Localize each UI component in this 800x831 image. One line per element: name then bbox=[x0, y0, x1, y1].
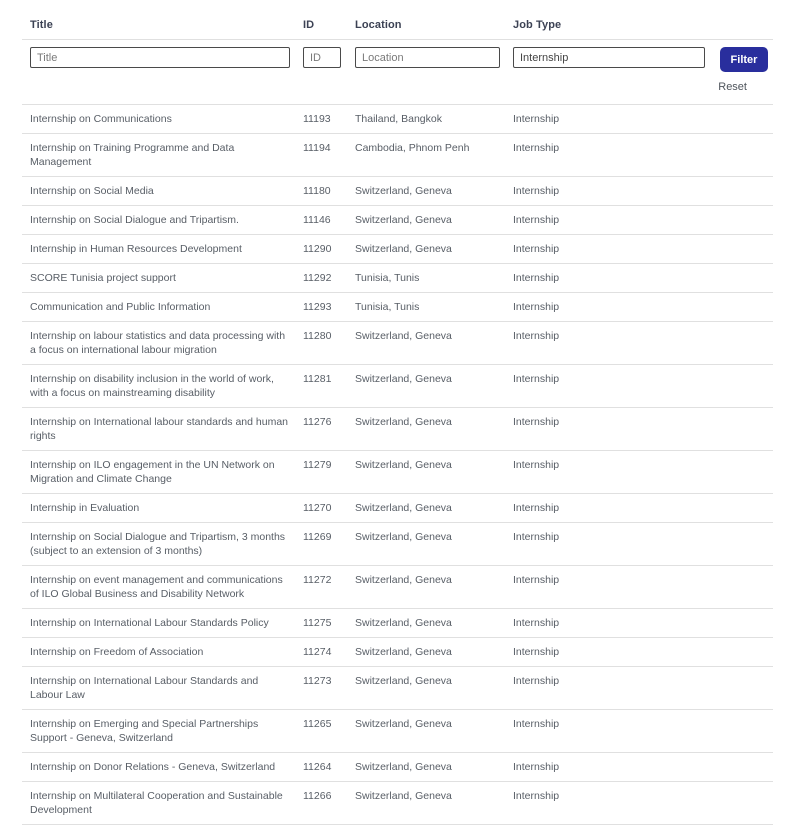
table-header-row bbox=[22, 0, 773, 40]
job-type: Internship bbox=[513, 416, 560, 428]
job-title: Internship on International labour standards and human rights bbox=[30, 416, 289, 442]
job-id: 11270 bbox=[303, 502, 332, 514]
table-row[interactable] bbox=[22, 523, 773, 566]
job-title: SCORE Tunisia project support bbox=[30, 272, 176, 284]
job-type: Internship bbox=[513, 646, 560, 658]
job-id: 11293 bbox=[303, 301, 332, 313]
job-location: Switzerland, Geneva bbox=[355, 675, 452, 687]
job-title: Internship on Donor Relations - Geneva, Switzerland bbox=[30, 761, 276, 773]
job-location: Switzerland, Geneva bbox=[355, 459, 452, 471]
job-id: 11269 bbox=[303, 531, 332, 543]
table-row[interactable] bbox=[22, 235, 773, 264]
column-header-title: Title bbox=[30, 19, 53, 31]
job-id: 11279 bbox=[303, 459, 332, 471]
job-type: Internship bbox=[513, 574, 560, 586]
job-type: Internship bbox=[513, 718, 560, 730]
job-location: Switzerland, Geneva bbox=[355, 416, 452, 428]
job-id: 11265 bbox=[303, 718, 332, 730]
job-type: Internship bbox=[513, 272, 560, 284]
job-id: 11276 bbox=[303, 416, 332, 428]
job-type: Internship bbox=[513, 502, 560, 514]
table-row[interactable] bbox=[22, 566, 773, 609]
job-location: Switzerland, Geneva bbox=[355, 718, 452, 730]
job-location: Tunisia, Tunis bbox=[355, 272, 420, 284]
table-row[interactable] bbox=[22, 293, 773, 322]
location-filter-input[interactable] bbox=[355, 47, 500, 68]
job-title: Internship on Emerging and Special Partnerships Support - Geneva, Switzerland bbox=[30, 718, 259, 744]
table-row[interactable] bbox=[22, 134, 773, 177]
job-location: Switzerland, Geneva bbox=[355, 373, 452, 385]
job-type: Internship bbox=[513, 531, 560, 543]
job-id: 11275 bbox=[303, 617, 332, 629]
job-type: Internship bbox=[513, 790, 560, 802]
job-id: 11280 bbox=[303, 330, 332, 342]
job-title: Internship in Evaluation bbox=[30, 502, 140, 514]
job-location: Switzerland, Geneva bbox=[355, 185, 452, 197]
filter-button[interactable]: Filter bbox=[720, 47, 768, 72]
job-location: Switzerland, Geneva bbox=[355, 574, 452, 586]
job-location: Switzerland, Geneva bbox=[355, 531, 452, 543]
column-header-location: Location bbox=[355, 19, 402, 31]
table-row[interactable] bbox=[22, 322, 773, 365]
job-id: 11281 bbox=[303, 373, 332, 385]
job-id: 11273 bbox=[303, 675, 332, 687]
table-row[interactable] bbox=[22, 667, 773, 710]
job-title: Internship on ILO engagement in the UN Network on Migration and Climate Change bbox=[30, 459, 275, 485]
job-title: Internship on Social Dialogue and Tripartism. bbox=[30, 214, 239, 226]
job-title: Internship in Human Resources Development bbox=[30, 243, 242, 255]
job-id: 11292 bbox=[303, 272, 332, 284]
column-header-job-type: Job Type bbox=[513, 19, 562, 31]
job-id: 11146 bbox=[303, 214, 331, 226]
id-filter-input[interactable] bbox=[303, 47, 341, 68]
job-location: Switzerland, Geneva bbox=[355, 617, 452, 629]
reset-link[interactable]: Reset bbox=[718, 81, 747, 93]
table-row[interactable] bbox=[22, 105, 773, 134]
job-title: Internship on Social Dialogue and Tripartism, 3 months (subject to an extension of 3 months) bbox=[30, 531, 286, 557]
column-header-id: ID bbox=[303, 19, 315, 31]
table-row[interactable] bbox=[22, 710, 773, 753]
job-title: Internship on Multilateral Cooperation and Sustainable Development bbox=[30, 790, 283, 816]
job-type: Internship bbox=[513, 373, 560, 385]
job-title: Communication and Public Information bbox=[30, 301, 211, 313]
job-id: 11266 bbox=[303, 790, 332, 802]
table-row[interactable] bbox=[22, 408, 773, 451]
job-type: Internship bbox=[513, 185, 560, 197]
job-title: Internship on Social Media bbox=[30, 185, 154, 197]
job-type: Internship bbox=[513, 330, 560, 342]
job-location: Switzerland, Geneva bbox=[355, 646, 452, 658]
job-location: Tunisia, Tunis bbox=[355, 301, 420, 313]
job-type: Internship bbox=[513, 761, 560, 773]
job-type: Internship bbox=[513, 675, 560, 687]
job-location: Switzerland, Geneva bbox=[355, 790, 452, 802]
table-row[interactable] bbox=[22, 782, 773, 825]
job-id: 11194 bbox=[303, 142, 331, 154]
job-type: Internship bbox=[513, 113, 560, 125]
job-type-filter-input[interactable] bbox=[513, 47, 705, 68]
job-location: Switzerland, Geneva bbox=[355, 243, 452, 255]
job-id: 11290 bbox=[303, 243, 332, 255]
job-id: 11274 bbox=[303, 646, 332, 658]
job-table-body bbox=[22, 105, 773, 825]
job-title: Internship on disability inclusion in the world of work, with a focus on mainstreaming disability bbox=[30, 373, 274, 399]
job-type: Internship bbox=[513, 214, 560, 226]
job-title: Internship on event management and communications of ILO Global Business and Disability Network bbox=[30, 574, 283, 600]
table-row[interactable] bbox=[22, 638, 773, 667]
table-row[interactable] bbox=[22, 609, 773, 638]
table-row[interactable] bbox=[22, 264, 773, 293]
job-title: Internship on Communications bbox=[30, 113, 172, 125]
table-row[interactable] bbox=[22, 206, 773, 235]
job-id: 11193 bbox=[303, 113, 331, 125]
job-type: Internship bbox=[513, 617, 560, 629]
job-type: Internship bbox=[513, 459, 560, 471]
job-id: 11264 bbox=[303, 761, 332, 773]
job-location: Switzerland, Geneva bbox=[355, 330, 452, 342]
job-listings-panel bbox=[22, 0, 773, 825]
job-title: Internship on labour statistics and data processing with a focus on international labour migration bbox=[30, 330, 286, 356]
job-location: Thailand, Bangkok bbox=[355, 113, 442, 125]
job-location: Cambodia, Phnom Penh bbox=[355, 142, 470, 154]
table-row[interactable] bbox=[22, 177, 773, 206]
job-title: Internship on International Labour Standards and Labour Law bbox=[30, 675, 259, 701]
job-type: Internship bbox=[513, 301, 560, 313]
table-row[interactable] bbox=[22, 494, 773, 523]
table-row[interactable] bbox=[22, 365, 773, 408]
job-location: Switzerland, Geneva bbox=[355, 761, 452, 773]
job-title: Internship on International Labour Standards Policy bbox=[30, 617, 269, 629]
table-row[interactable] bbox=[22, 451, 773, 494]
filter-section bbox=[22, 40, 773, 105]
job-type: Internship bbox=[513, 243, 560, 255]
job-type: Internship bbox=[513, 142, 560, 154]
table-row[interactable] bbox=[22, 753, 773, 782]
title-filter-input[interactable] bbox=[30, 47, 290, 68]
job-location: Switzerland, Geneva bbox=[355, 214, 452, 226]
job-id: 11272 bbox=[303, 574, 332, 586]
job-title: Internship on Training Programme and Data Management bbox=[30, 142, 235, 168]
job-title: Internship on Freedom of Association bbox=[30, 646, 204, 658]
job-id: 11180 bbox=[303, 185, 331, 197]
job-location: Switzerland, Geneva bbox=[355, 502, 452, 514]
